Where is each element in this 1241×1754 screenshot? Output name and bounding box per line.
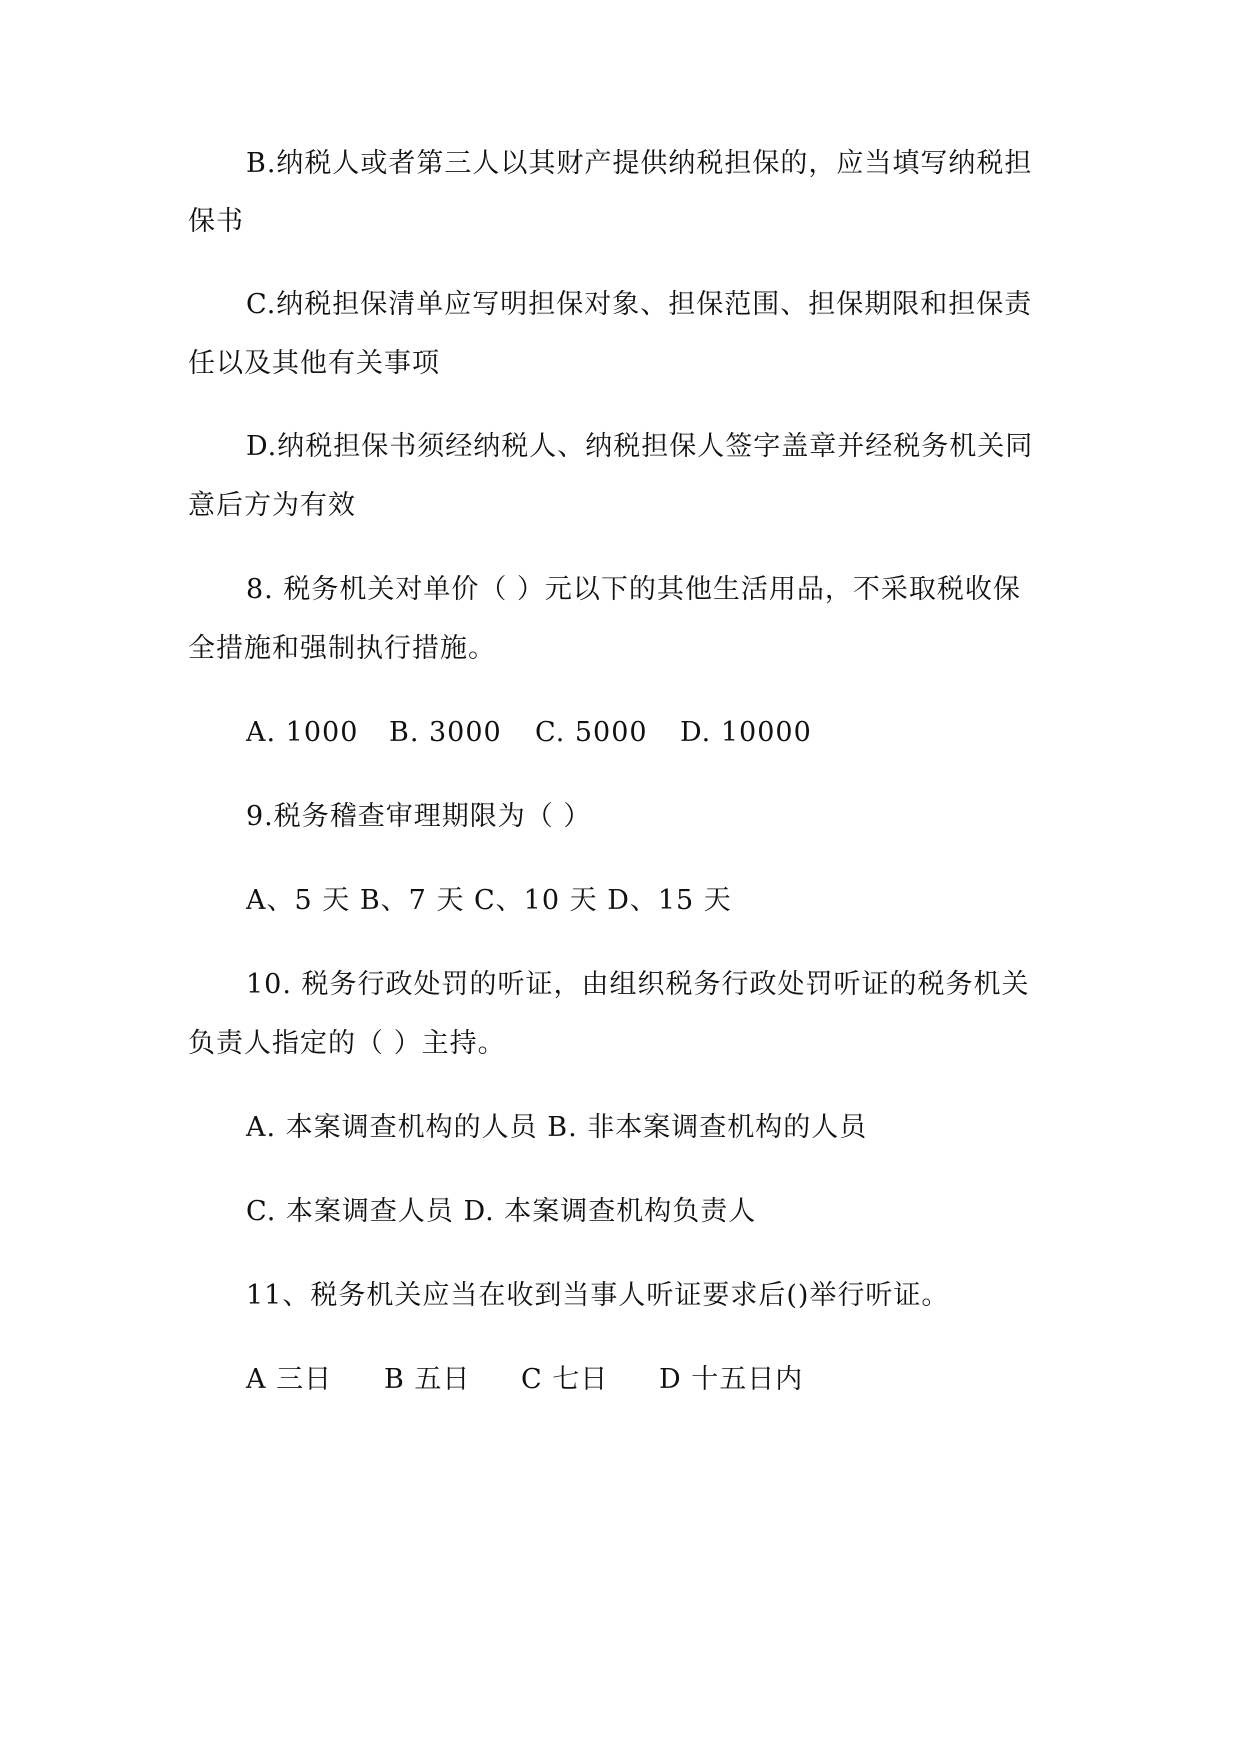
q11-choice-b: B 五日 (384, 1364, 471, 1395)
question-9-choices: A、5 天 B、7 天 C、10 天 D、15 天 (246, 885, 732, 916)
q8-choice-d: D. 10000 (680, 717, 812, 748)
option-b-line-1: B.纳税人或者第三人以其财产提供纳税担保的，应当填写纳税担 (246, 148, 1033, 179)
option-d-line-2: 意后方为有效 (188, 490, 356, 521)
question-11: 11、税务机关应当在收到当事人听证要求后()举行听证。 (246, 1280, 950, 1311)
question-11-choices (246, 1363, 803, 1397)
q11-choice-d: D 十五日内 (659, 1364, 804, 1395)
question-10-choices-2: C. 本案调查人员 D. 本案调查机构负责人 (246, 1196, 757, 1227)
q8-choice-a: A. 1000 (246, 717, 359, 748)
question-8-line-1: 8. 税务机关对单价（ ）元以下的其他生活用品，不采取税收保 (246, 574, 1021, 605)
option-c-line-1: C.纳税担保清单应写明担保对象、担保范围、担保期限和担保责 (246, 289, 1033, 320)
option-c-line-2: 任以及其他有关事项 (188, 348, 440, 379)
option-b-line-2: 保书 (188, 206, 244, 237)
question-10-line-1: 10. 税务行政处罚的听证，由组织税务行政处罚听证的税务机关 (246, 969, 1030, 1000)
question-9: 9.税务稽查审理期限为（ ） (246, 801, 592, 832)
q11-choice-a: A 三日 (246, 1364, 333, 1395)
question-10-choices-1: A. 本案调查机构的人员 B. 非本案调查机构的人员 (246, 1112, 868, 1143)
question-10-line-2: 负责人指定的（ ）主持。 (188, 1028, 506, 1059)
question-8-line-2: 全措施和强制执行措施。 (188, 633, 496, 664)
q11-choice-c: C 七日 (521, 1364, 609, 1395)
q8-choice-c: C. 5000 (535, 717, 648, 748)
question-8-choices (246, 716, 812, 750)
option-d-line-1: D.纳税担保书须经纳税人、纳税担保人签字盖章并经税务机关同 (246, 431, 1034, 462)
q8-choice-b: B. 3000 (389, 717, 502, 748)
